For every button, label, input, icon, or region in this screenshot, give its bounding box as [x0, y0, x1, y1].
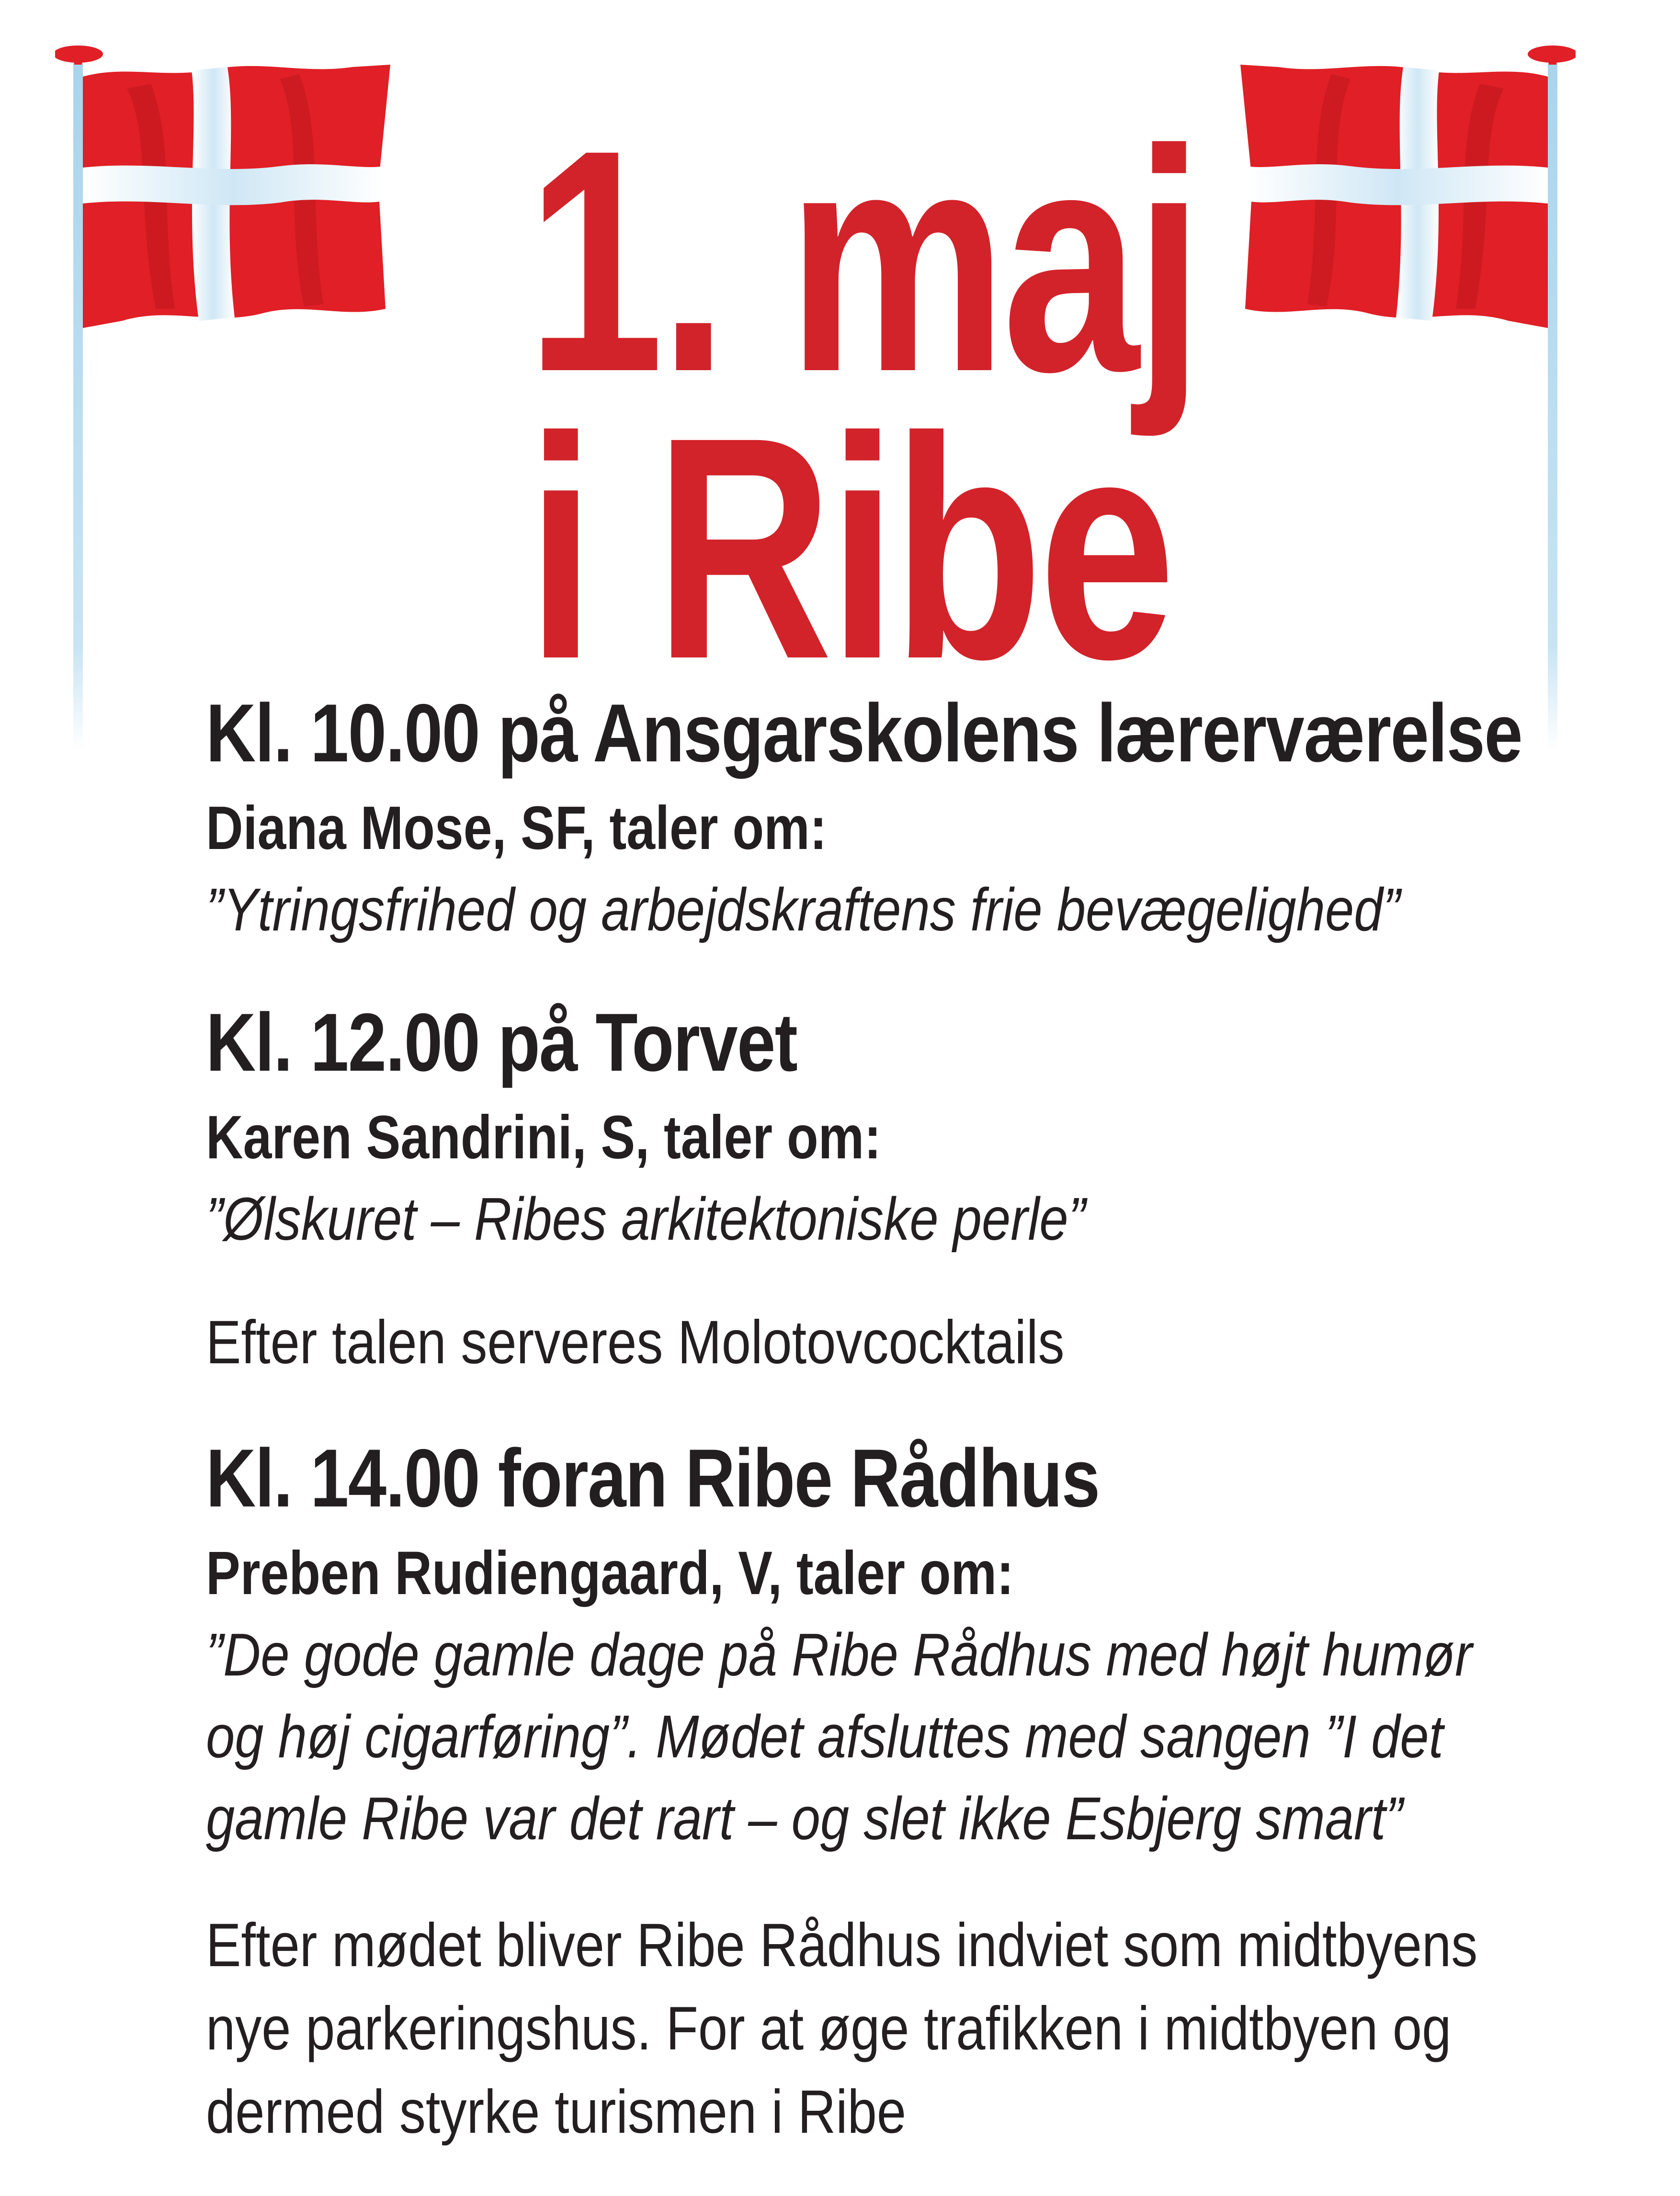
event-block-3	[206, 1432, 1595, 2154]
left-danish-flag	[55, 41, 400, 749]
event-note: Efter talen serveres Molotovcocktails	[206, 1308, 1065, 1377]
danish-flag-icon	[1231, 41, 1576, 749]
event-block-1	[206, 687, 1595, 951]
poster-title-line-2: i Ribe	[527, 372, 1171, 724]
event-speaker: Diana Mose, SF, taler om:	[206, 793, 827, 862]
event-heading: Kl. 10.00 på Ansgarskolens lærerværelse	[206, 687, 1522, 779]
event-topic-quote: ”De gode gamle dage på Ribe Rådhus med højt humør og høj cigarføring”. Mødet afsluttes med sangen ”I det gamle Ribe var det rart – og slet ikke Esbjerg smart”	[206, 1620, 1473, 1853]
poster-title-line-1: 1. maj	[527, 84, 1199, 437]
program-list	[206, 687, 1595, 2154]
right-danish-flag	[1231, 41, 1576, 749]
event-speaker: Karen Sandrini, S, taler om:	[206, 1103, 882, 1172]
event-topic-quote: ”Ytringsfrihed og arbejdskraftens frie bevægelighed”	[206, 875, 1400, 943]
danish-flag-icon	[55, 41, 400, 749]
event-note: Efter mødet bliver Ribe Rådhus indviet som midtbyens nye parkeringshus. For at øge trafikken i midtbyen og dermed styrke turismen i Ribe	[206, 1911, 1478, 2146]
event-heading: Kl. 14.00 foran Ribe Rådhus	[206, 1432, 1100, 1525]
event-topic-quote: ”Ølskuret – Ribes arkitektoniske perle”	[206, 1185, 1086, 1253]
event-speaker: Preben Rudiengaard, V, taler om:	[206, 1539, 1014, 1607]
event-heading: Kl. 12.00 på Torvet	[206, 996, 797, 1088]
event-block-2	[206, 996, 1595, 1384]
